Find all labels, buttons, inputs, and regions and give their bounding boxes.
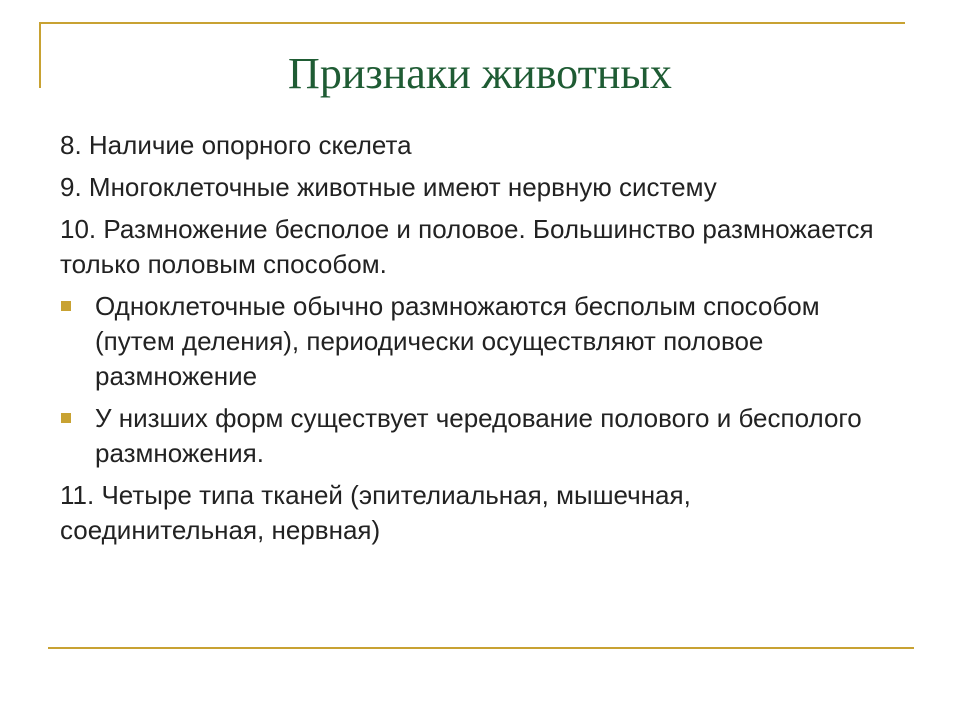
slide-title: Признаки животных: [288, 49, 672, 98]
square-bullet-icon: [61, 413, 71, 423]
bullet-unicellular-text: Одноклеточные обычно размножаются бесполым способом (путем деления), периодически осуществляют половое размножение: [95, 291, 820, 391]
bullet-unicellular: [60, 289, 900, 394]
item-10: 10. Размножение бесполое и половое. Большинство размножается только половым способом.: [60, 214, 874, 279]
frame-bottom-line: [48, 647, 914, 649]
square-bullet-icon: [61, 301, 71, 311]
bullet-lower-forms: [60, 401, 900, 471]
frame-top-line: [39, 22, 905, 24]
slide-body: [60, 128, 900, 555]
item-11: 11. Четыре типа тканей (эпителиальная, мышечная, соединительная, нервная): [60, 480, 691, 545]
item-8: 8. Наличие опорного скелета: [60, 130, 412, 160]
bullet-lower-forms-text: У низших форм существует чередование полового и бесполого размножения.: [95, 403, 862, 468]
item-9: 9. Многоклеточные животные имеют нервную систему: [60, 172, 717, 202]
